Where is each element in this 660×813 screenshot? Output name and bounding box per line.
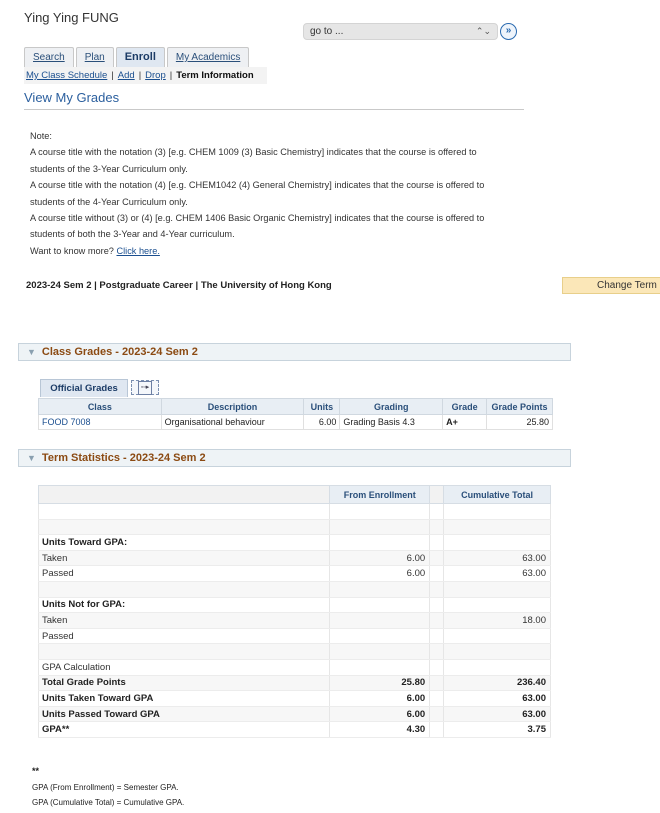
stat-label: Passed [39,566,330,582]
note-more: Want to know more? Click here. [30,245,160,256]
change-term-button[interactable]: Change Term [562,277,660,294]
table-row [39,550,551,566]
cell-grading: Grading Basis 4.3 [340,415,443,430]
table-row [39,659,551,675]
stat-from-enrollment [330,535,430,551]
stat-from-enrollment: 4.30 [330,722,430,738]
grades-table [38,398,553,430]
stat-from-enrollment: 25.80 [330,675,430,691]
stat-from-enrollment [330,659,430,675]
stat-label [39,504,330,520]
stat-label: GPA** [39,722,330,738]
table-row [39,722,551,738]
col-description: Description [161,399,304,415]
stat-label [39,644,330,660]
col-spacer [430,486,444,504]
stat-spacer [430,519,444,535]
collapse-triangle-icon: ▼ [27,453,36,463]
stat-cumulative-total: 63.00 [444,550,551,566]
stat-cumulative-total [444,519,551,535]
stat-cumulative-total [444,628,551,644]
table-row [39,613,551,629]
subnav-drop[interactable]: Drop [145,70,166,81]
stat-cumulative-total: 3.75 [444,722,551,738]
col-grade: Grade [443,399,487,415]
table-row [39,691,551,707]
subnav-separator: | [111,70,114,81]
stat-cumulative-total [444,597,551,613]
main-tabs [24,47,249,67]
stat-spacer [430,535,444,551]
stat-spacer [430,597,444,613]
stat-label: Taken [39,550,330,566]
stat-from-enrollment [330,613,430,629]
cell-description: Organisational behaviour [161,415,304,430]
note-line: students of the 3-Year Curriculum only. [30,163,188,174]
table-row [39,581,551,597]
col-blank [39,486,330,504]
stat-label: Units Passed Toward GPA [39,706,330,722]
table-row [39,628,551,644]
col-from-enrollment: From Enrollment [330,486,430,504]
class-grades-section-header[interactable]: ▼ Class Grades - 2023-24 Sem 2 [18,343,571,361]
stat-cumulative-total: 236.40 [444,675,551,691]
chevron-updown-icon: ⌃⌄ [475,26,491,36]
subnav [26,70,254,81]
footnote-mark: ** [32,766,40,776]
stat-from-enrollment [330,519,430,535]
goto-select[interactable] [303,23,498,40]
stat-cumulative-total: 63.00 [444,566,551,582]
stat-label [39,519,330,535]
subnav-separator: | [169,70,173,81]
stat-cumulative-total [444,504,551,520]
subnav-add[interactable]: Add [117,70,135,81]
stat-from-enrollment [330,644,430,660]
col-grade-points: Grade Points [487,399,553,415]
stat-from-enrollment [330,504,430,520]
footnote-line: GPA (From Enrollment) = Semester GPA. [32,782,179,792]
stat-from-enrollment [330,597,430,613]
note-block [30,128,530,259]
stat-spacer [430,644,444,660]
stat-cumulative-total [444,644,551,660]
stat-cumulative-total [444,659,551,675]
table-row [39,644,551,660]
subnav-separator: | [138,70,142,81]
stat-spacer [430,581,444,597]
stat-from-enrollment [330,628,430,644]
col-grading: Grading [340,399,443,415]
table-row [39,504,551,520]
note-heading: Note: [30,131,52,141]
footnote-line: GPA (Cumulative Total) = Cumulative GPA. [32,798,185,807]
title-divider [24,109,524,110]
stat-spacer [430,550,444,566]
table-row [39,566,551,582]
cell-grade-points: 25.80 [487,415,553,430]
table-row [39,597,551,613]
stat-label [39,581,330,597]
tab-my-academics[interactable]: My Academics [167,47,249,67]
stat-cumulative-total: 63.00 [444,706,551,722]
stat-label: Units Taken Toward GPA [39,691,330,707]
note-line: A course title with the notation (3) [e.g. CHEM 1009 (3) Basic Chemistry] indicates that the course is offered to [30,147,477,158]
stat-spacer [430,628,444,644]
stat-spacer [430,691,444,707]
stat-from-enrollment [330,581,430,597]
click-here-link[interactable]: Click here. [116,245,160,256]
stat-spacer [430,722,444,738]
stat-cumulative-total [444,535,551,551]
footnote [32,764,184,811]
col-cumulative-total: Cumulative Total [444,486,551,504]
stat-spacer [430,675,444,691]
note-line: A course title without (3) or (4) [e.g. CHEM 1406 Basic Organic Chemistry] indicates that the course is offered to [30,213,485,224]
grid-view-icon[interactable]: ▫▫▸ [131,380,159,395]
official-grades-tab[interactable]: Official Grades [40,379,128,397]
tab-enroll[interactable]: Enroll [116,47,165,67]
collapse-triangle-icon: ▼ [27,347,36,357]
career-info: 2023-24 Sem 2 | Postgraduate Career | The University of Hong Kong [26,280,332,291]
note-line: students of the 4-Year Curriculum only. [30,196,188,207]
go-forward-icon[interactable]: » [500,23,517,40]
cell-grade: A+ [443,415,487,430]
user-name: Ying Ying FUNG [24,10,119,25]
tab-search[interactable]: Search [24,47,74,67]
table-row [39,675,551,691]
stat-cumulative-total: 63.00 [444,691,551,707]
tab-plan[interactable]: Plan [76,47,114,67]
col-class: Class [39,399,162,415]
stat-label: Total Grade Points [39,675,330,691]
stat-from-enrollment: 6.00 [330,706,430,722]
stat-spacer [430,504,444,520]
stat-from-enrollment: 6.00 [330,566,430,582]
class-link[interactable]: FOOD 7008 [42,417,91,427]
term-stats-table [38,485,551,738]
stat-from-enrollment: 6.00 [330,550,430,566]
table-row [39,415,553,430]
goto-select-value: go to ... [310,26,344,37]
stat-label: Passed [39,628,330,644]
stat-spacer [430,659,444,675]
stat-label: GPA Calculation [39,659,330,675]
stat-spacer [430,566,444,582]
stat-spacer [430,613,444,629]
term-stats-section-header[interactable]: ▼ Term Statistics - 2023-24 Sem 2 [18,449,571,467]
cell-class [39,415,162,430]
stat-label: Taken [39,613,330,629]
cell-units: 6.00 [304,415,340,430]
table-row [39,535,551,551]
table-row [39,519,551,535]
col-units: Units [304,399,340,415]
stat-spacer [430,706,444,722]
note-line: A course title with the notation (4) [e.g. CHEM1042 (4) General Chemistry] indicates that the course is offered to [30,180,485,191]
note-line: students of both the 3-Year and 4-Year curriculum. [30,229,235,240]
page-title: View My Grades [24,90,120,105]
subnav-my-class-schedule[interactable]: My Class Schedule [26,70,108,81]
stat-from-enrollment: 6.00 [330,691,430,707]
stat-cumulative-total: 18.00 [444,613,551,629]
stat-cumulative-total [444,581,551,597]
table-row [39,706,551,722]
stat-label: Units Toward GPA: [39,535,330,551]
subnav-term-information: Term Information [176,70,254,81]
stat-label: Units Not for GPA: [39,597,330,613]
